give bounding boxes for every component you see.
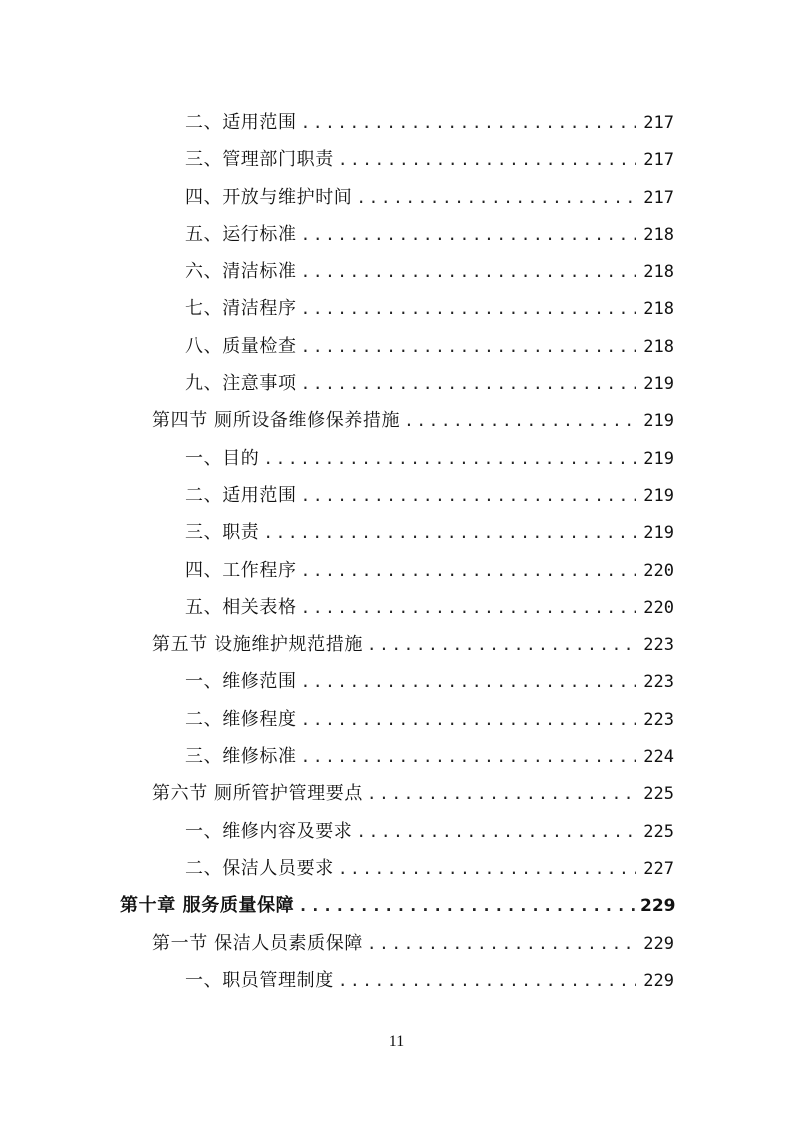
toc-entry-page: 218 [643,262,674,283]
toc-entry-label: 第四节 厕所设备维修保养措施 [152,410,401,432]
toc-entry-label: 第一节 保洁人员素质保障 [152,932,363,954]
toc-entry-page: 223 [643,709,674,730]
toc-subsection-entry[interactable] [0,659,793,696]
toc-dot-leader [301,747,636,766]
toc-dot-leader [301,113,636,132]
toc-dot-leader [301,225,636,244]
toc-entry-page: 220 [643,560,674,581]
toc-subsection-entry[interactable] [0,212,793,249]
toc-dot-leader [301,337,636,356]
toc-subsection-entry[interactable] [0,585,793,622]
toc-entry-label: 第五节 设施维护规范措施 [152,634,363,656]
toc-entry-page: 219 [643,374,674,395]
toc-entry-page: 219 [643,411,674,432]
toc-section-entry[interactable] [0,921,793,958]
toc-entry-page: 229 [643,933,674,954]
toc-section-entry[interactable] [0,398,793,435]
toc-entry-label: 九、注意事项 [185,373,297,395]
toc-entry-page: 218 [643,299,674,320]
toc-subsection-entry[interactable] [0,137,793,174]
toc-entry-label: 二、保洁人员要求 [185,857,334,879]
toc-dot-leader [301,486,636,505]
toc-entry-label: 七、清洁程序 [185,298,297,320]
toc-section-entry[interactable] [0,622,793,659]
toc-entry-label: 一、维修内容及要求 [185,820,353,842]
toc-entry-label: 第十章 服务质量保障 [120,895,295,917]
toc-dot-leader [301,299,636,318]
toc-dot-leader [367,784,636,803]
toc-entry-page: 227 [643,858,674,879]
toc-subsection-entry[interactable] [0,846,793,883]
toc-entry-page: 225 [643,821,674,842]
toc-chapter-entry[interactable] [0,883,793,920]
toc-entry-page: 217 [643,113,674,133]
toc-entry-label: 五、相关表格 [185,596,297,618]
toc-dot-leader [301,710,636,729]
toc-entry-page: 229 [640,896,676,917]
toc-entry-label: 三、管理部门职责 [185,149,334,171]
toc-subsection-entry[interactable] [0,809,793,846]
toc-dot-leader [301,561,636,580]
toc-entry-page: 220 [643,597,674,618]
toc-entry-page: 217 [643,187,674,208]
toc-entry-page: 219 [643,523,674,544]
toc-dot-leader [356,188,636,207]
toc-subsection-entry[interactable] [0,100,793,137]
toc-entry-label: 五、运行标准 [185,223,297,245]
page-number: 11 [388,1033,405,1050]
toc-entry-label: 三、职责 [185,522,260,544]
toc-subsection-entry[interactable] [0,548,793,585]
toc-subsection-entry[interactable] [0,249,793,286]
toc-entry-page: 223 [643,635,674,656]
toc-subsection-entry[interactable] [0,734,793,771]
toc-subsection-entry[interactable] [0,286,793,323]
toc-dot-leader [263,523,636,542]
toc-entry-page: 223 [643,672,674,693]
toc-entry-page: 229 [643,970,674,991]
toc-entry-page: 224 [643,747,674,768]
toc-entry-label: 二、适用范围 [185,484,297,506]
toc-entry-label: 二、维修程度 [185,708,297,730]
toc-dot-leader [301,262,636,281]
toc-dot-leader [356,822,636,841]
toc-section-entry[interactable] [0,771,793,808]
toc-dot-leader [301,672,636,691]
toc-entry-page: 225 [643,784,674,805]
toc-dot-leader [301,374,636,393]
toc-dot-leader [404,411,636,430]
toc-entry-page: 218 [643,224,674,245]
toc-entry-page: 219 [643,448,674,469]
toc-dot-leader [301,598,636,617]
toc-entry-label: 第六节 厕所管护管理要点 [152,783,363,805]
toc-entry-page: 219 [643,485,674,506]
toc-subsection-entry[interactable] [0,361,793,398]
toc-subsection-entry[interactable] [0,958,793,995]
toc-dot-leader [338,150,636,169]
toc-dot-leader [338,971,636,990]
toc-entry-label: 六、清洁标准 [185,261,297,283]
toc-entry-label: 四、开放与维护时间 [185,186,353,208]
toc-dot-leader [298,896,636,915]
toc-dot-leader [367,934,636,953]
toc-dot-leader [338,859,636,878]
toc-entry-label: 一、职员管理制度 [185,969,334,991]
toc-dot-leader [367,635,636,654]
toc-entry-page: 218 [643,336,674,357]
toc-subsection-entry[interactable] [0,175,793,212]
toc-entry-page: 217 [643,150,674,171]
toc-subsection-entry[interactable] [0,697,793,734]
toc-entry-label: 三、维修标准 [185,746,297,768]
toc-entry-label: 二、适用范围 [185,112,297,133]
toc-subsection-entry[interactable] [0,436,793,473]
table-of-contents [0,100,793,995]
toc-subsection-entry[interactable] [0,324,793,361]
toc-entry-label: 八、质量检查 [185,335,297,357]
toc-subsection-entry[interactable] [0,510,793,547]
toc-subsection-entry[interactable] [0,473,793,510]
toc-dot-leader [263,449,636,468]
toc-entry-label: 一、维修范围 [185,671,297,693]
toc-entry-label: 四、工作程序 [185,559,297,581]
toc-entry-label: 一、目的 [185,447,260,469]
